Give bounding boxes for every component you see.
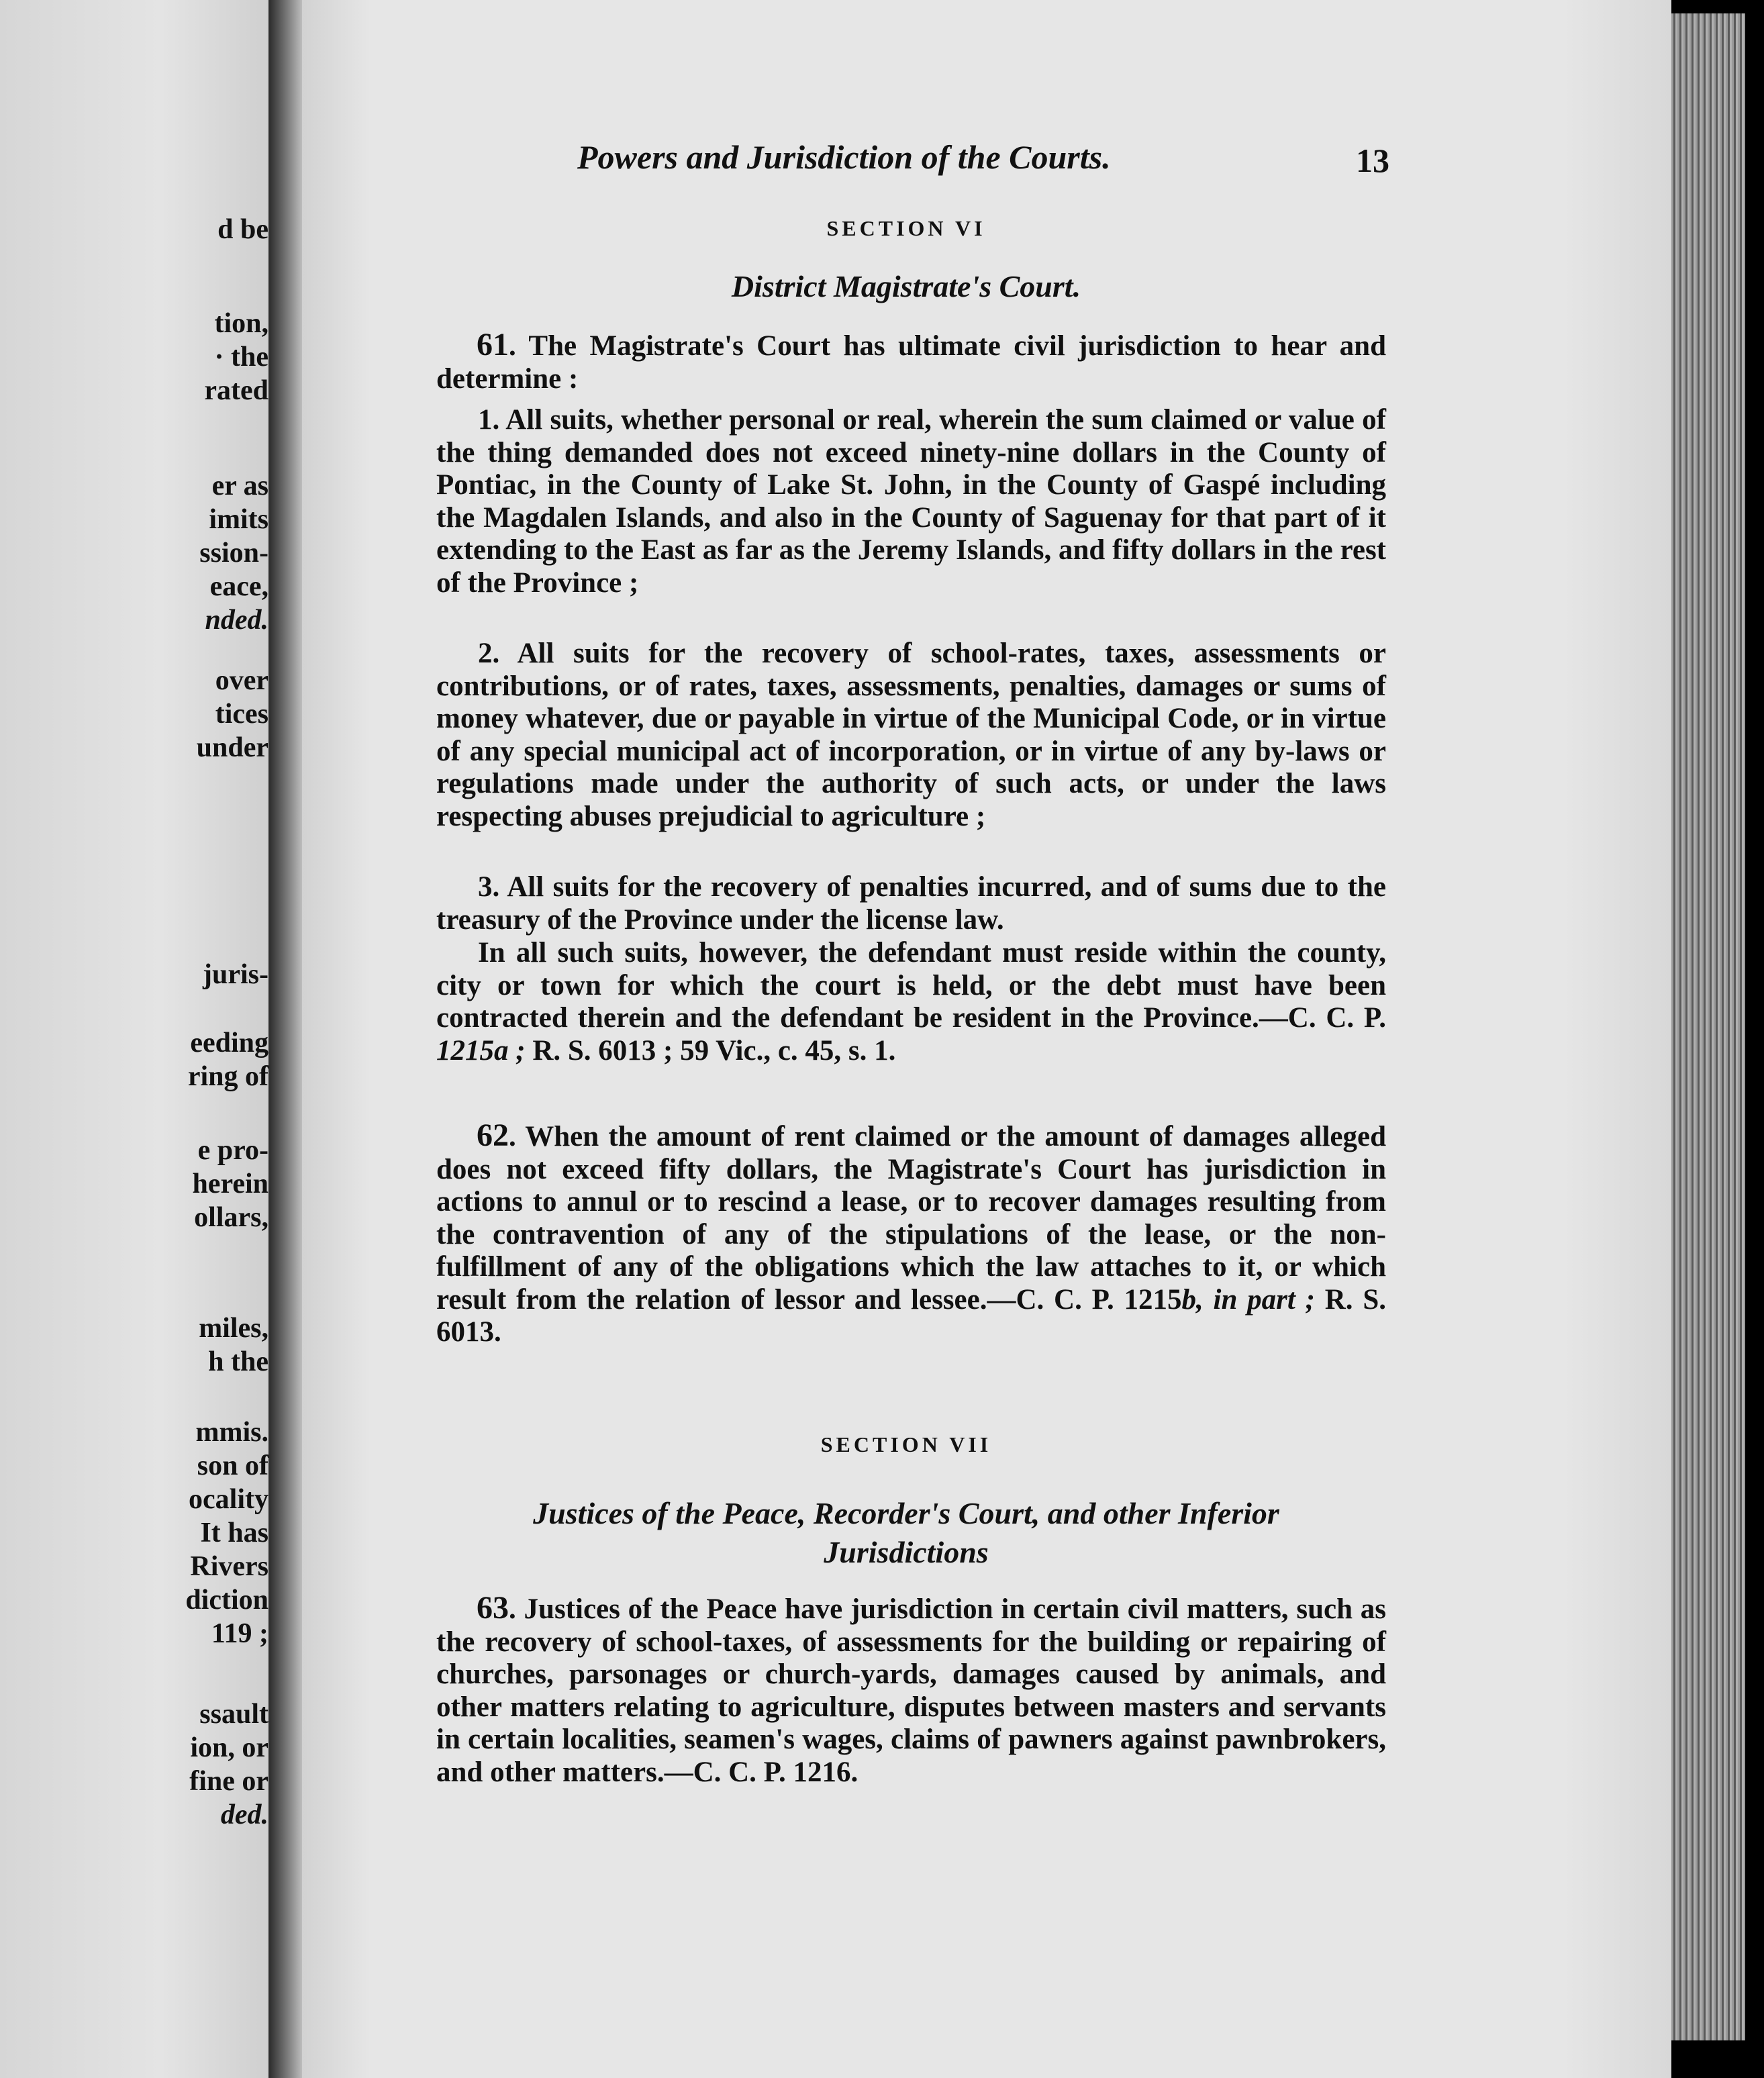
- left-fragment: Rivers: [190, 1551, 268, 1582]
- left-fragment: tices: [215, 699, 268, 730]
- left-fragment: fine or: [189, 1766, 268, 1797]
- left-fragment: diction: [185, 1585, 268, 1616]
- left-fragment: tion,: [214, 308, 268, 339]
- closing-tail: R. S. 6013 ; 59 Vic., c. 45, s. 1.: [525, 1034, 896, 1067]
- article-number: 63: [477, 1590, 509, 1626]
- section-vi-heading: SECTION VI: [826, 216, 986, 240]
- closing-reference: 1215a ;: [436, 1034, 526, 1067]
- left-fragment: mmis.: [195, 1417, 268, 1448]
- left-fragment: herein: [192, 1169, 268, 1199]
- page-edges: [1671, 13, 1745, 2040]
- article-tail: R. S. 6013.: [436, 1283, 1386, 1348]
- article-number: 61: [477, 327, 509, 362]
- article-61-intro: [436, 329, 1386, 395]
- article-text: . When the amount of rent claimed or the amount of damages alleged does not exceed fifty dollars, the Magistrate's Court has jurisdiction in actions to annul or to rescind a lease, or to recover damages resulting from the contravention of any of the stipulations of the lease, or the non-fulfillment of any of the obligations which the law attaches to it, or which result from the relation of lessor and lessee.—C. C. P. 1215: [436, 1121, 1386, 1316]
- left-fragment: 119 ;: [211, 1618, 268, 1649]
- left-fragment: over: [215, 665, 268, 696]
- left-facing-page: [0, 0, 268, 2078]
- section-vii-title-line-2: Jurisdictions: [824, 1535, 989, 1569]
- left-fragment: rated: [204, 375, 268, 406]
- left-fragment: e pro-: [197, 1135, 268, 1166]
- left-fragment: h the: [208, 1346, 268, 1377]
- article-number: 62: [477, 1118, 509, 1153]
- left-fragment: under: [196, 732, 268, 763]
- book-gutter: [268, 0, 302, 2078]
- left-fragment: ssault: [199, 1699, 268, 1730]
- section-vii-title: [436, 1494, 1376, 1572]
- section-vii-heading: SECTION VII: [820, 1432, 992, 1456]
- section-vi-title: District Magistrate's Court.: [731, 269, 1081, 303]
- left-fragment: juris-: [203, 959, 268, 990]
- page-number: 13: [1356, 142, 1389, 179]
- left-fragment: ollars,: [194, 1202, 268, 1233]
- left-fragment: miles,: [199, 1313, 268, 1344]
- left-fragment: nded.: [205, 605, 268, 636]
- left-fragment: ssion-: [199, 538, 268, 568]
- left-fragment: son of: [197, 1450, 268, 1481]
- article-text: . The Magistrate's Court has ultimate civil jurisdiction to hear and determine :: [436, 330, 1386, 395]
- article-61-item-2: 2. All suits for the recovery of school-rates, taxes, assessments or contributions, or of rates, taxes, assessments, penalties, damages or sums of money whatever, due or payable in virtue of the Municipal Code, or in virtue of any special municipal act of incorporation, or in virtue of any by-laws or regulations made under the authority of such acts, or under the laws respecting abuses prejudicial to agriculture ;: [436, 638, 1386, 832]
- left-fragment: ocality: [189, 1484, 268, 1515]
- left-fragment: imits: [209, 504, 268, 535]
- article-reference: b, in part ;: [1181, 1283, 1315, 1316]
- left-fragment: It has: [200, 1518, 268, 1548]
- left-fragment: eace,: [209, 571, 268, 602]
- article-62: [436, 1120, 1386, 1349]
- section-vii-title-line-1: Justices of the Peace, Recorder's Court, and other Inferior: [533, 1496, 1279, 1530]
- running-title: Powers and Jurisdiction of the Courts.: [577, 138, 1111, 176]
- closing-text: In all such suits, however, the defendant must reside within the county, city or town for which the court is held, or the debt must have been contracted therein and the defendant be resident in the Province.—C. C. P.: [436, 937, 1386, 1034]
- article-61-closing: [436, 937, 1386, 1067]
- left-fragment: ring of: [187, 1061, 268, 1092]
- left-fragment: d be: [217, 214, 268, 245]
- left-fragment: ion, or: [190, 1732, 268, 1763]
- article-63: [436, 1592, 1386, 1789]
- article-61-item-1: 1. All suits, whether personal or real, wherein the sum claimed or value of the thing demanded does not exceed ninety-nine dollars in the County of Pontiac, in the County of Lake St. John, in the County of Gaspé including the Magdalen Islands, and also in the County of Saguenay for that part of it extending to the East as far as the Jeremy Islands, and fifty dollars in the rest of the Province ;: [436, 404, 1386, 599]
- left-fragment: · the: [214, 342, 268, 373]
- left-fragment: er as: [211, 471, 268, 501]
- article-text: . Justices of the Peace have jurisdiction in certain civil matters, such as the recovery of school-taxes, of assessments for the building or repairing of churches, parsonages or church-yards, damages caused by animals, and other matters relating to agriculture, disputes between masters and servants in certain localities, seamen's wages, claims of pawners against pawnbrokers, and other matters.—C. C. P. 1216.: [436, 1593, 1386, 1788]
- article-61-item-3: 3. All suits for the recovery of penalties incurred, and of sums due to the treasury of the Province under the license law.: [436, 871, 1386, 936]
- left-fragment: eeding: [190, 1028, 268, 1058]
- left-fragment: ded.: [220, 1799, 268, 1830]
